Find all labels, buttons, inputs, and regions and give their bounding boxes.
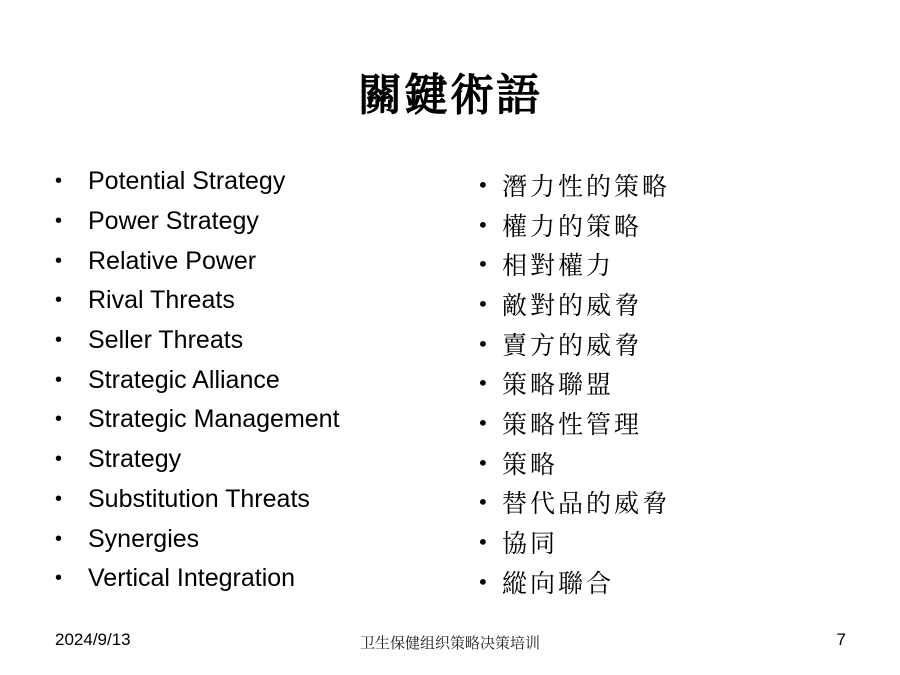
term-en: Synergies <box>88 524 200 553</box>
term-zh: 策略 <box>502 449 559 479</box>
list-item <box>477 205 877 245</box>
list-item <box>477 284 877 324</box>
term-en: Rival Threats <box>88 286 235 315</box>
list-item <box>477 483 877 523</box>
list-item <box>477 363 877 403</box>
list-item <box>477 165 877 205</box>
bullet-icon: • <box>55 567 63 590</box>
term-en: Seller Threats <box>88 326 244 355</box>
list-item <box>55 559 455 599</box>
term-en: Strategic Alliance <box>88 365 280 394</box>
bullet-icon: • <box>477 450 492 475</box>
bullet-icon: • <box>477 490 492 515</box>
bullet-icon: • <box>477 371 492 396</box>
bullet-icon: • <box>55 487 63 510</box>
list-item <box>55 360 455 400</box>
term-en: Vertical Integration <box>88 564 296 593</box>
list-item <box>477 522 877 562</box>
bullet-icon: • <box>55 170 63 193</box>
list-item <box>55 241 455 281</box>
bullet-icon: • <box>55 210 63 233</box>
list-item <box>55 321 455 361</box>
bullet-icon: • <box>477 291 492 316</box>
bullet-icon: • <box>55 289 63 312</box>
list-item <box>477 244 877 284</box>
slide-title: 關鍵術語 <box>358 70 542 121</box>
list-item <box>477 562 877 602</box>
bullet-icon: • <box>55 527 63 550</box>
bullet-icon: • <box>55 329 63 352</box>
term-zh: 潛力性的策略 <box>502 171 671 201</box>
term-en: Strategic Management <box>88 405 340 434</box>
term-zh: 權力的策略 <box>502 211 643 241</box>
term-en: Relative Power <box>88 246 257 275</box>
list-item <box>55 400 455 440</box>
bullet-icon: • <box>477 410 492 435</box>
term-zh: 協同 <box>502 529 559 559</box>
list-item <box>477 443 877 483</box>
bullet-icon: • <box>477 252 492 277</box>
list-item <box>55 202 455 242</box>
list-item <box>55 519 455 559</box>
term-en: Strategy <box>88 445 182 474</box>
bullet-icon: • <box>477 172 492 197</box>
term-zh: 替代品的威脅 <box>502 489 671 519</box>
bullet-icon: • <box>477 530 492 555</box>
footer-date: 2024/9/13 <box>55 630 131 649</box>
term-zh: 敵對的威脅 <box>502 290 643 320</box>
bullet-icon: • <box>55 408 63 431</box>
bullet-icon: • <box>55 448 63 471</box>
footer-title: 卫生保健组织策略决策培训 <box>359 634 540 652</box>
bullet-icon: • <box>55 249 63 272</box>
chinese-terms-list <box>477 165 877 602</box>
bullet-icon: • <box>477 331 492 356</box>
term-zh: 賣方的威脅 <box>502 330 643 360</box>
term-zh: 策略聯盟 <box>502 370 615 400</box>
list-item <box>55 480 455 520</box>
bullet-icon: • <box>477 212 492 237</box>
list-item <box>55 281 455 321</box>
list-item <box>55 162 455 202</box>
list-item <box>55 440 455 480</box>
page-number: 7 <box>836 630 846 649</box>
term-zh: 策略性管理 <box>502 409 643 439</box>
bullet-icon: • <box>55 368 63 391</box>
english-terms-list <box>55 162 455 599</box>
term-zh: 相對權力 <box>502 251 615 281</box>
list-item <box>477 403 877 443</box>
term-zh: 縱向聯合 <box>502 568 615 598</box>
term-en: Power Strategy <box>88 207 259 236</box>
term-en: Potential Strategy <box>88 167 286 196</box>
list-item <box>477 324 877 364</box>
term-en: Substitution Threats <box>88 484 310 513</box>
bullet-icon: • <box>477 569 492 594</box>
